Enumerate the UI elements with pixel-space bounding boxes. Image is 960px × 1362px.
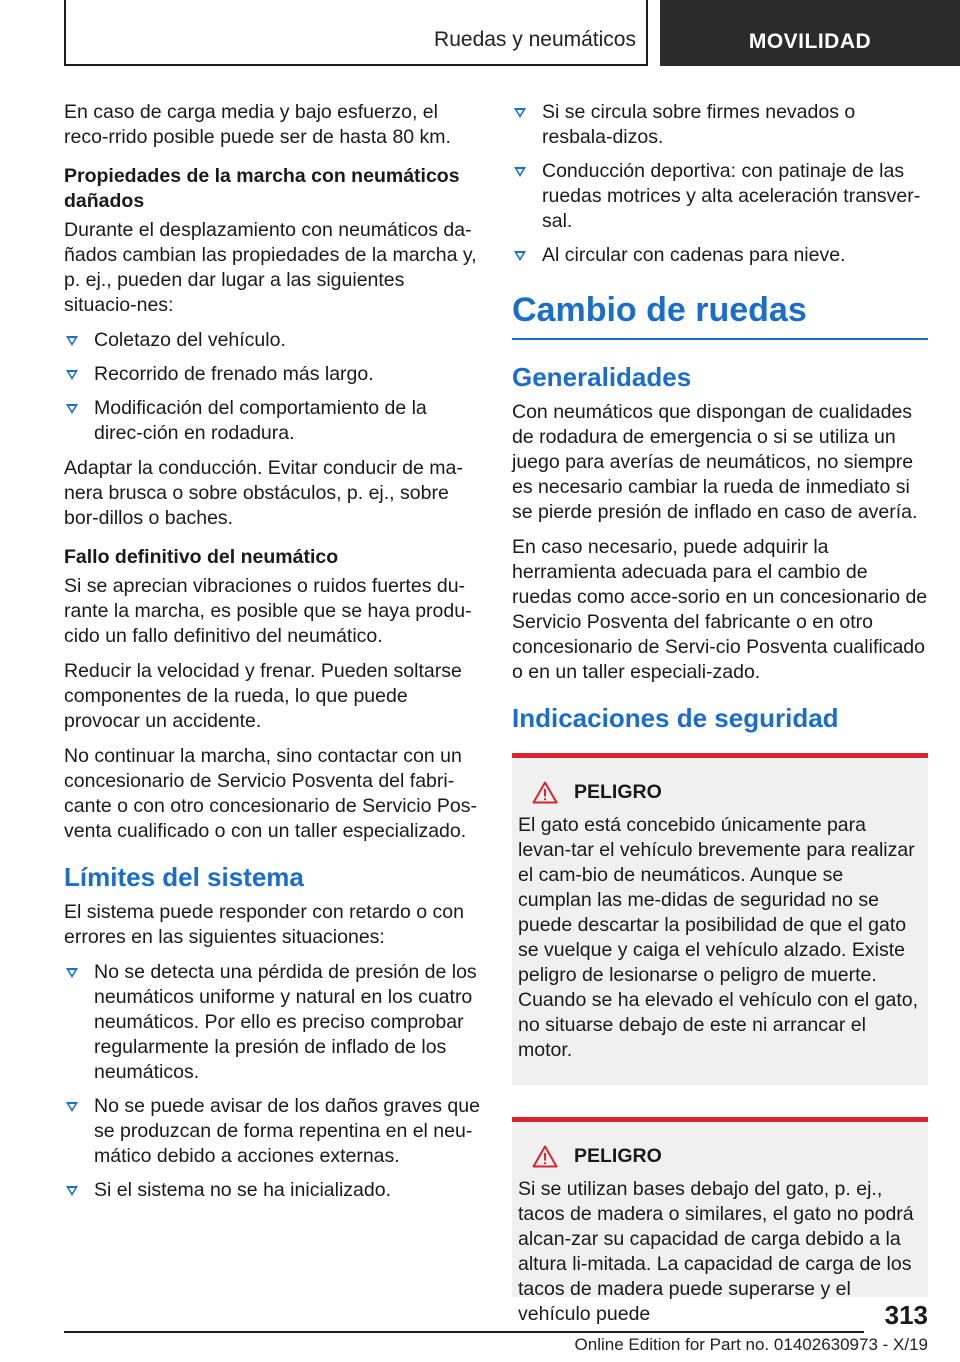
list-item: No se detecta una pérdida de presión de los neumáticos uniforme y natural en los cuatro neumáticos. Por ello es preciso comprobar regularmente la presión de inflado de los neumáticos. (64, 960, 480, 1085)
triangle-bullet-icon (514, 167, 526, 177)
left-column (64, 100, 480, 1213)
section-heading-safety: Indicaciones de seguridad (512, 703, 839, 733)
section-heading-general: Generalidades (512, 362, 692, 392)
header-section-title: Ruedas y neumáticos (434, 28, 636, 51)
header-right-rule (646, 0, 648, 66)
list-item: Al circular con cadenas para nieve. (512, 243, 928, 268)
triangle-bullet-icon (66, 1186, 78, 1196)
header-left-rule (64, 0, 66, 66)
warning-text: Si se utilizan bases debajo del gato, p. ej., tacos de madera o similares, el gato no podrá alcan-zar su capacidad de carga debido a la altura li-mitada. La capacidad de carga de los tacos de madera puede superarse y el vehículo puede (518, 1178, 914, 1325)
bullet-list (512, 100, 928, 268)
paragraph: El sistema puede responder con retardo o con errores en las siguientes situaciones: (64, 901, 464, 948)
list-item: Modificación del comportamiento de la direc-ción en rodadura. (64, 396, 480, 446)
triangle-bullet-icon (66, 370, 78, 380)
triangle-bullet-icon (66, 404, 78, 414)
list-item: Recorrido de frenado más largo. (64, 362, 480, 387)
warning-triangle-icon (532, 1145, 558, 1168)
list-item: Si el sistema no se ha inicializado. (64, 1178, 480, 1203)
chapter-heading-wheel-change: Cambio de ruedas (512, 290, 928, 340)
list-item: Conducción deportiva: con patinaje de las ruedas motrices y alta aceleración transver-sal. (512, 159, 928, 234)
danger-warning-box (512, 753, 928, 1085)
footer-rule (64, 1331, 864, 1333)
warning-triangle-icon (532, 781, 558, 804)
header-underline (64, 64, 648, 66)
subheading-tire-failure: Fallo definitivo del neumático (64, 546, 339, 568)
paragraph: Durante el desplazamiento con neumáticos da-ñados cambian las propiedades de la marcha y, p. ej., pueden dar lugar a las siguientes situacio-nes: (64, 219, 477, 316)
header-chapter-tab: MOVILIDAD (660, 0, 960, 66)
triangle-bullet-icon (514, 108, 526, 118)
paragraph: En caso de carga media y bajo esfuerzo, el reco-rrido posible puede ser de hasta 80 km. (64, 101, 451, 148)
paragraph: No continuar la marcha, sino contactar con un concesionario de Servicio Posventa del fabri-cante o con otro concesionario de Servicio Pos-venta cualificado o con un taller especializado. (64, 745, 477, 842)
paragraph: Reducir la velocidad y frenar. Pueden soltarse componentes de la rueda, lo que puede provocar un accidente. (64, 660, 462, 732)
triangle-bullet-icon (514, 251, 526, 261)
page-number: 313 (884, 1300, 928, 1330)
bullet-list (64, 328, 480, 446)
warning-text: El gato está concebido únicamente para levan-tar el vehículo brevemente para realizar el cam-bio de neumáticos. Aunque se cumplan las me-didas de seguridad no se puede descartar la posibilidad de que el gato se vuelque y caiga el vehículo alzado. Existe peligro de lesionarse o peligro de muerte. Cuando se ha elevado el vehículo con el gato, no situarse debajo de este ni arrancar el motor. (518, 814, 919, 1061)
list-item: Coletazo del vehículo. (64, 328, 480, 353)
paragraph: Con neumáticos que dispongan de cualidades de rodadura de emergencia o si se utiliza un juego para averías de neumáticos, no siempre es necesario cambiar la rueda de inmediato si se pierde presión de inflado en caso de avería. (512, 401, 918, 523)
subheading-damaged-tires: Propiedades de la marcha con neumáticos dañados (64, 165, 460, 212)
warning-title: PELIGRO (518, 1144, 922, 1169)
bullet-list (64, 960, 480, 1203)
list-item: No se puede avisar de los daños graves que se produzcan de forma repentina en el neu-mático debido a acciones externas. (64, 1094, 480, 1169)
triangle-bullet-icon (66, 968, 78, 978)
triangle-bullet-icon (66, 336, 78, 346)
paragraph: Adaptar la conducción. Evitar conducir de ma-nera brusca o sobre obstáculos, p. ej., sobre bor-dillos o baches. (64, 457, 463, 529)
warning-title: PELIGRO (518, 780, 922, 805)
section-heading-system-limits: Límites del sistema (64, 862, 304, 892)
paragraph: En caso necesario, puede adquirir la herramienta adecuada para el cambio de ruedas como acce-sorio en un concesionario de Servicio Posventa del fabricante o en otro concesionario de Servi-cio Posventa cualificado o en un taller especiali-zado. (512, 536, 928, 683)
triangle-bullet-icon (66, 1102, 78, 1112)
paragraph: Si se aprecian vibraciones o ruidos fuertes du-rante la marcha, es posible que se haya produ-cido un fallo definitivo del neumático. (64, 575, 472, 647)
list-item: Si se circula sobre firmes nevados o resbala-dizos. (512, 100, 928, 150)
footer-edition-note: Online Edition for Part no. 01402630973 - X/19 (574, 1335, 928, 1354)
